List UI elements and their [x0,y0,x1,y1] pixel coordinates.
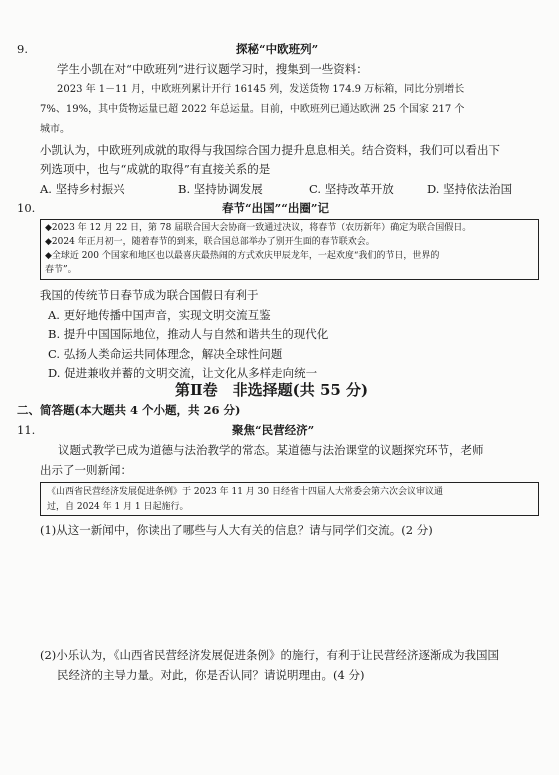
q10-box-line-3: ◆全球近 200 个国家和地区也以最喜庆最热闹的方式欢庆甲辰龙年，一起欢度“我们的节日，世界的 [45,251,440,261]
q11-subquestion-2-line-2: 民经济的主导力量。对此，你是否认同？请说明理由。(4 分) [57,668,365,682]
q9-number: 9. [17,42,28,56]
q9-option-a: A. 坚持乡村振兴 [40,182,125,196]
q9-intro: 学生小凯在对“中欧班列”进行议题学习时，搜集到一些资料： [57,62,368,76]
q10-box-line-1: ◆2023 年 12 月 22 日，第 78 届联合国大会协商一致通过决议，将春节（农历新年）确定为联合国假日。 [45,223,472,233]
q10-option-d: D. 促进兼收并蓄的文明交流，让文化从多样走向统一 [48,366,318,380]
q11-number: 11. [17,423,36,437]
q10-option-c: C. 弘扬人类命运共同体理念，解决全球性问题 [48,347,283,361]
q9-material-line-3: 城市。 [40,124,70,135]
q10-number: 10. [17,201,36,215]
q9-option-d: D. 坚持依法治国 [427,182,513,196]
q11-intro-line-1: 议题式教学已成为道德与法治教学的常态。某道德与法治课堂的议题探究环节，老师 [58,443,484,457]
q9-question-line-2: 列选项中，也与“成就的取得”有直接关系的是 [40,162,271,176]
q9-material-line-2: 7%、19%，其中货物运量已超 2022 年总运量。目前，中欧班列已通达欧洲 25 个国家 217 个 [40,104,465,115]
q11-title: 聚焦“民营经济” [232,423,315,437]
q10-box-line-4: 春节”。 [45,265,77,275]
q9-option-c: C. 坚持改革开放 [309,182,394,196]
q11-news-line-2: 过，自 2024 年 1 月 1 日起施行。 [47,502,189,512]
q10-title: 春节“出国”“出圈”记 [222,201,329,215]
q11-news-box [40,482,539,516]
q9-title: 探秘“中欧班列” [236,42,319,56]
q11-intro-line-2: 出示了一则新闻： [40,463,132,477]
q9-material-line-1: 2023 年 1－11 月，中欧班列累计开行 16145 列，发送货物 174.9 万标箱，同比分别增长 [57,84,465,95]
part2-section: 二、简答题(本大题共 4 个小题，共 26 分) [17,403,241,417]
q10-option-b: B. 提升中国国际地位，推动人与自然和谐共生的现代化 [48,327,329,341]
q10-stem: 我国的传统节日春节成为联合国假日有利于 [40,288,259,302]
q11-subquestion-1: (1)从这一新闻中，你读出了哪些与人大有关的信息？请与同学们交流。(2 分) [40,523,433,537]
q10-option-a: A. 更好地传播中国声音，实现文明交流互鉴 [48,308,271,322]
q9-option-b: B. 坚持协调发展 [178,182,263,196]
q10-material-box [40,219,539,280]
q10-box-line-2: ◆2024 年正月初一，随着春节的到来，联合国总部举办了别开生面的春节联欢会。 [45,237,375,247]
q9-question-line-1: 小凯认为，中欧班列成就的取得与我国综合国力提升息息相关。结合资料，我们可以看出下 [40,143,500,157]
q11-subquestion-2-line-1: (2)小乐认为，《山西省民营经济发展促进条例》的施行，有利于让民营经济逐渐成为我国国 [40,648,500,662]
q11-news-line-1: 《山西省民营经济发展促进条例》于 2023 年 11 月 30 日经省十四届人大常委会第六次会议审议通 [47,487,443,497]
part2-heading: 第Ⅱ卷 非选择题(共 55 分) [175,381,369,399]
